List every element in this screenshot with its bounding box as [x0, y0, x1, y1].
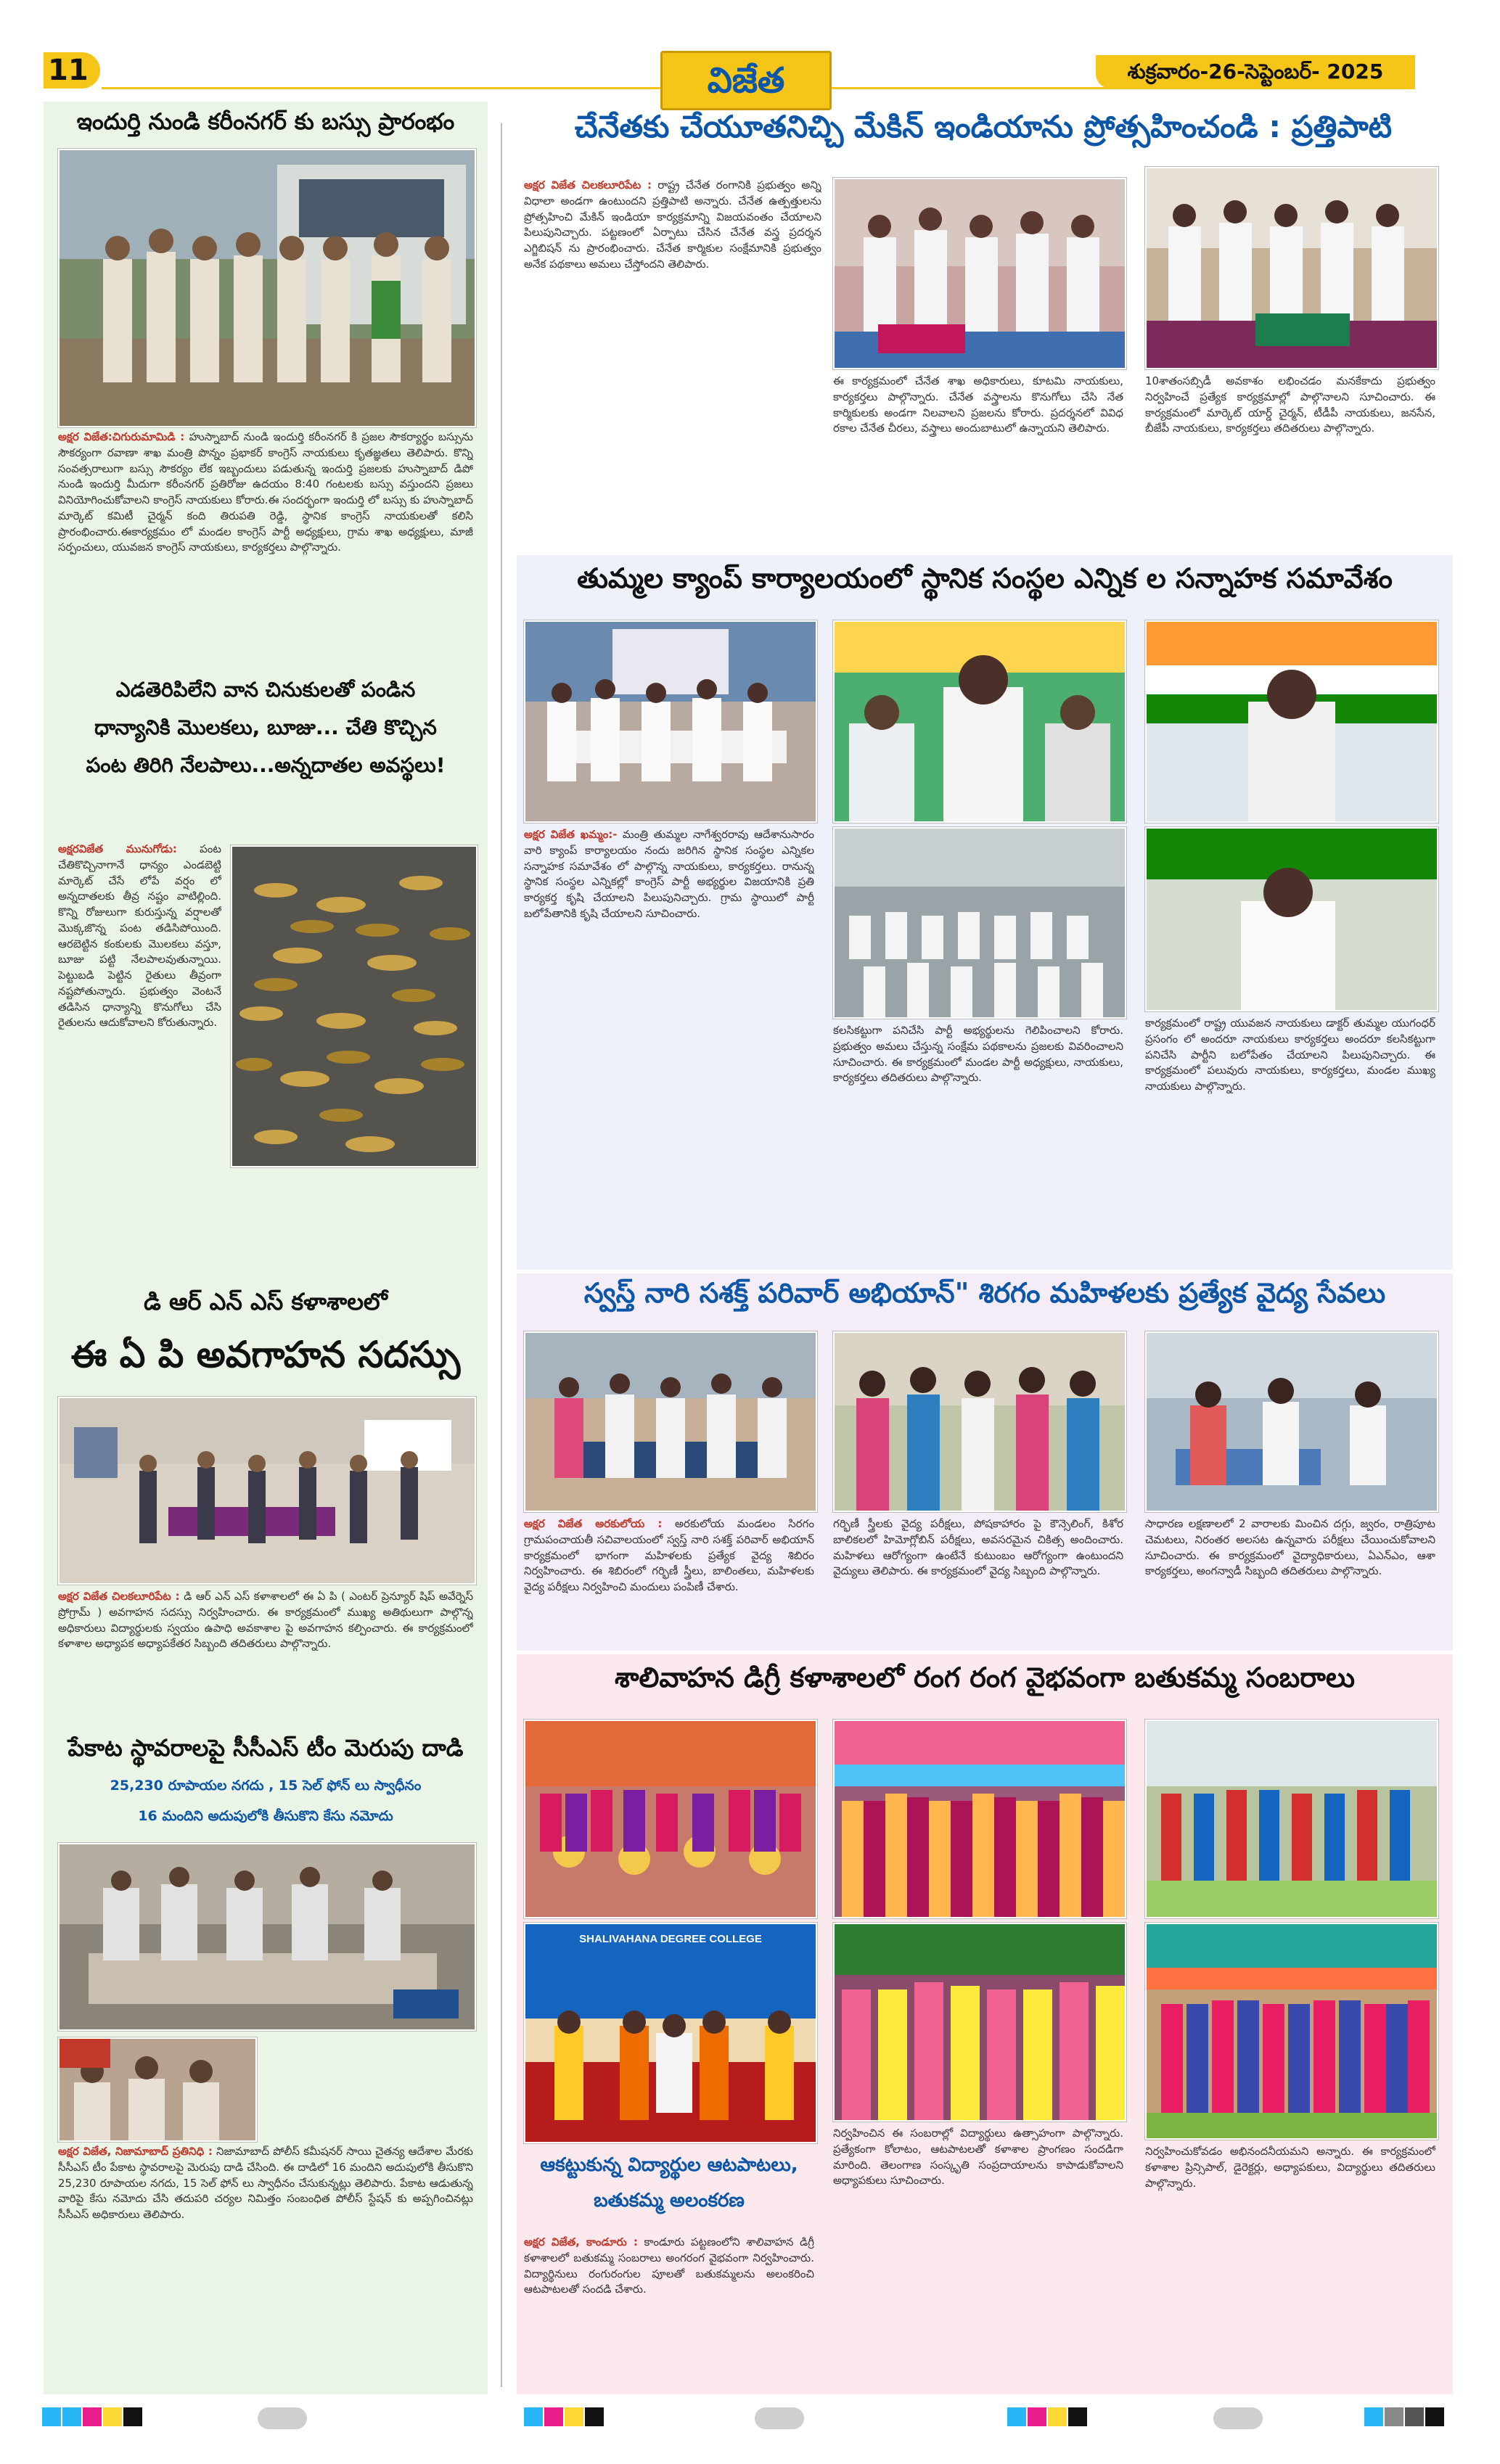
bathukamma-text-1: కాండూరు పట్టణంలోని శాలివాహన డిగ్రీ కళాశాలలో బతుకమ్మ సంబరాలు అంగరంగ వైభవంగా నిర్వహించారు. విద్యార్థినులు రంగురంగుల పూలతో బతుకమ్మలను అలంకరించి ఆటపాటలతో సందడి చేశారు.	[524, 2235, 814, 2296]
registration-marks-4	[1364, 2407, 1473, 2429]
story3-byline: అక్షర విజేత చిలకలూరిపేట :	[58, 1590, 180, 1603]
tummala-body-col1	[524, 827, 814, 1146]
swasth-text-1: అరకులోయ మండలం సిరగం గ్రామపంచాయతీ సచివాలయంలో స్వస్త్ నారి సశక్త్ పరివార్ అభియాన్ కార్యక్రమంలో భాగంగా మహిళలకు ప్రత్యేక వైద్య శిబిరం నిర్వహించారు. ఈ శిబిరంలో గర్భిణీ స్త్రీలు, బాలింతలు, మహిళలకు వైద్య పరీక్షలు నిర్వహించి మందులు పంపిణీ చేశారు.	[524, 1517, 814, 1593]
swasth-byline: అక్షర విజేత అరకులోయ :	[524, 1517, 663, 1530]
story2-headline	[51, 671, 480, 784]
tummala-body-col3	[1145, 1016, 1435, 1262]
handloom-text-1: రాష్ట్ర చేనేత రంగానికి ప్రభుత్వం అన్ని విధాలా అండగా ఉంటుందని ప్రత్తిపాటి అన్నారు. చేనేత ఉత్పత్తులను ప్రోత్సహించి మేకిన్ ఇండియా కార్యక్రమాన్ని విజయవంతం చేయాలని పిలుపునిచ్చారు. పట్టణంలో ఏర్పాటు చేసిన చేనేత వస్త్ర ప్రదర్శన ఎగ్జిబిషన్ ను ప్రారంభించారు. చేనేత కార్మికుల సంక్షేమానికి ప్రభుత్వం అనేక పథకాలు అమలు చేస్తోందని తెలిపారు.	[524, 178, 821, 271]
accused-photo	[58, 2037, 257, 2142]
story3-kicker: డి ఆర్ ఎన్ ఎస్ కళాశాలలో	[144, 1288, 388, 1315]
bathukamma-body-col2	[833, 2126, 1123, 2387]
bathukamma-text-3: నిర్వహించుకోవడం అభినందనీయమని అన్నారు. ఈ కార్యక్రమంలో కళాశాల ప్రిన్సిపాల్, డైరెక్టర్లు, అధ్యాపకులు, విద్యార్థులు తదితరులు పాల్గొన్నారు.	[1145, 2145, 1435, 2190]
handloom-byline: అక్షర విజేత చిలకలూరిపేట :	[524, 178, 652, 192]
swasth-body-col2	[833, 1516, 1123, 1643]
bathukamma-byline: అక్షర విజేత, కాండూరు :	[524, 2235, 638, 2249]
handloom-text-2: ఈ కార్యక్రమంలో చేనేత శాఖ అధికారులు, కూటమి నాయకులు, కార్యకర్తలు పాల్గొన్నారు. చేనేత వస్త్రాలను కొనుగోలు చేసి నేత కార్మికులకు అండగా నిలవాలని ప్రజలను కోరారు. ప్రదర్శనలో వివిధ రకాల చేనేత చీరలు, వస్త్రాలు అందుబాటులో ఉన్నాయని తెలిపారు.	[833, 374, 1123, 435]
bathukamma-caption-line-2: బతుకమ్మ అలంకరణ	[594, 2190, 745, 2212]
logo-text: విజేత	[707, 60, 785, 101]
bathukamma-headline: శాలివాహన డిగ్రీ కళాశాలలో రంగ రంగ వైభవంగా బతుకమ్మ సంబరాలు	[615, 1662, 1355, 1693]
registration-pill-3	[1213, 2407, 1263, 2429]
date-text: శుక్రవారం-26-సెప్టెంబర్- 2025	[1127, 59, 1384, 83]
tummala-text-2: కలసికట్టుగా పనిచేసి పార్టీ అభ్యర్థులను గెలిపించాలని కోరారు. ప్రభుత్వం అమలు చేస్తున్న సంక్షేమ పథకాలను ప్రజలకు వివరించాలని సూచించారు. ఈ కార్యక్రమంలో మండల పార్టీ అధ్యక్షులు, నాయకులు, కార్యకర్తలు తదితరులు పాల్గొన్నారు.	[833, 1024, 1123, 1085]
story1-text: హుస్నాబాద్ నుండి ఇందుర్తి కరీంనగర్ కి ప్రజల సౌకర్యార్థం బస్సును సౌకర్యంగా రవాణా శాఖ మంత్రి పొన్నం ప్రభాకర్ కాంగ్రెస్ నాయకులు కృతజ్ఞతలు తెలిపారు. కొన్ని సంవత్సరాలుగా బస్సు సౌకర్యం లేక ఇబ్బందులు పడుతున్న ఇందుర్తి ప్రజలకు హుస్నాబాద్ డిపో నుండి ఇందుర్తి మీదుగా కరీంనగర్ ప్రతిరోజు ఉదయం 8:40 గంటలకు బస్సు వస్తుందని ప్రజలు వినియోగించుకోవాలని కాంగ్రెస్ నాయకులు కోరారు.ఈ సందర్భంగా ఇందుర్తి లో బస్సు కు హుస్నాబాద్ మార్కెట్ కమిటీ చైర్మన్ కంది తిరుపతి రెడ్డి, స్థానిక కాంగ్రెస్ నాయకులతో కలిసి ప్రారంభించారు.ఈకార్యక్రమం లో మండల కాంగ్రెస్ పార్టీ అధ్యక్షులు, గ్రామ శాఖ అధ్యక్షులు, మాజీ సర్పంచులు, యువజన కాంగ్రెస్ నాయకులు, కార్యకర్తలు పాల్గొన్నారు.	[58, 430, 473, 554]
swasth-photo-1	[524, 1331, 817, 1512]
bathukamma-photo-5	[1145, 1923, 1438, 2140]
tummala-photo-audience	[833, 827, 1126, 1019]
story1-body	[58, 430, 473, 662]
story3-text: డి ఆర్ ఎన్ ఎస్ కళాశాలలో ఈ ఏ పి ( ఎంటర్ ప్రెన్యూర్ షిప్ అవేర్నెస్ ప్రోగ్రామ్ ) అవగాహన సదస్సు నిర్వహించారు. ఈ కార్యక్రమంలో ముఖ్య అతిథులుగా పాల్గొన్న అధికారులు విద్యార్థులకు స్వయం ఉపాధి అవకాశాల పై అవగాహన కల్పించారు. ఈ కార్యక్రమంలో కళాశాల అధ్యాపక అధ్యాపకేతర సిబ్బంది తదితరులు పాల్గొన్నారు.	[58, 1590, 473, 1651]
tummala-text-3: కార్యక్రమంలో రాష్ట్ర యువజన నాయకులు డాక్టర్ తుమ్మల యుగంధర్ ప్రసంగం లో అందరూ నాయకులు కార్యకర్తలు అందరూ కలసికట్టుగా పనిచేసి పార్టీని బలోపేతం చేయాలని పిలుపునిచ్చారు. ఈ కార్యక్రమంలో పలువురు నాయకులు, కార్యకర్తలు, మండల ముఖ్య నాయకులు పాల్గొన్నారు.	[1145, 1017, 1435, 1093]
raid-photo	[58, 1843, 476, 2031]
bathukamma-body-col3	[1145, 2144, 1435, 2387]
story4-text: నిజామాబాద్ పోలీస్ కమీషనర్ సాయి చైతన్య ఆదేశాల మేరకు సీసీఎస్ టీం పేకాట స్థావరాలపై మెరుపు దాడి చేసింది. ఈ దాడిలో 16 మందిని అదుపులోకి తీసుకొని 25,230 రూపాయల నగదు, 15 సెల్ ఫోన్ లు స్వాధీనం చేసుకున్నట్లు తెలిపారు. పేకాట ఆడుతున్న వారిపై కేసు నమోదు చేసి తదుపరి చర్యల నిమిత్తం సంబంధిత పోలీస్ స్టేషన్ కు అప్పగించినట్లు సీసీఎస్ అధికారులు తెలిపారు.	[58, 2145, 473, 2221]
swasth-photo-3	[1145, 1331, 1438, 1512]
swasth-text-3: సాధారణ లక్షణాలలో 2 వారాలకు మించిన దగ్గు, జ్వరం, రాత్రిపూట చెమటలు, నిరంతర అలసట ఉన్నవారు పరీక్షలు చేయించుకోవాలని సూచించారు. ఈ కార్యక్రమంలో వైద్యాధికారులు, ఏఎన్ఎం, ఆశా కార్యకర్తలు, అంగన్వాడీ సిబ్బంది తదితరులు పాల్గొన్నారు.	[1145, 1517, 1435, 1578]
handloom-photo-1	[833, 178, 1126, 369]
story2-headline-line-3: పంట తిరిగి నేలపాలు...అన్నదాతల అవస్థలు!	[86, 752, 446, 777]
story2-text: పంట చేతికొచ్చినాగానే ధాన్యం ఎండబెట్టి మార్కెట్ చేసే లోపే వర్షం లో అన్నదాతలకు తీవ్ర నష్టం వాటిల్లింది. కొన్ని రోజులుగా కురుస్తున్న వర్షాలతో మొక్కజొన్న పంట తడిసిపోయింది. ఆరబెట్టిన కంకులకు మొలకలు వస్తూ, బూజు పట్టి నేలపాలవుతున్నాయి. పెట్టుబడి పెట్టిన రైతులు తీవ్రంగా నష్టపోతున్నారు. ప్రభుత్వం వెంటనే తడిసిన ధాన్యాన్ని కొనుగోలు చేసి రైతులను ఆదుకోవాలని కోరుతున్నారు.	[58, 842, 221, 1030]
handloom-text-3: 10శాతంసబ్సిడీ అవకాశం లభించడం మనకేకాదు ప్రభుత్వం నిర్వహించే ప్రత్యేక కార్యక్రమాల్లో పాల్గొనాలని సూచించారు. ఈ కార్యక్రమంలో మార్కెట్ యార్డ్ చైర్మన్, టీడీపీ నాయకులు, జనసేన, బీజేపీ నాయకులు, కార్యకర్తలు తదితరులు పాల్గొన్నారు.	[1145, 374, 1435, 435]
bathukamma-photo-4	[833, 1923, 1126, 2122]
registration-marks-2	[524, 2407, 640, 2429]
story4-body	[58, 2144, 473, 2376]
bathukamma-caption	[524, 2148, 814, 2219]
registration-marks-1	[42, 2407, 158, 2429]
page-number: 11	[48, 54, 89, 87]
bathukamma-caption-line-1: ఆకట్టుకున్న విద్యార్థుల ఆటపాటలు,	[540, 2154, 798, 2176]
registration-pill-2	[755, 2407, 804, 2429]
column-divider	[501, 123, 502, 2387]
bathukamma-photo-1	[524, 1720, 817, 1918]
story3-body	[58, 1589, 473, 1720]
story1-byline: అక్షర విజేత:చిగురుమామిడి :	[58, 430, 185, 443]
bathukamma-photo-college	[524, 1923, 817, 2143]
logo	[660, 51, 832, 110]
story4-sub1: 25,230 రూపాయల నగదు , 15 సెల్ ఫోన్ లు స్వాధీనం	[110, 1778, 422, 1794]
tummala-headline: తుమ్మల క్యాంప్ కార్యాలయంలో స్థానిక సంస్థల ఎన్నిక ల సన్నాహక సమావేశం	[577, 562, 1393, 594]
swasth-headline: స్వస్త్ నారి సశక్త్ పరివార్ అభియాన్" శిరగం మహిళలకు ప్రత్యేక వైద్య సేవలు	[583, 1277, 1386, 1309]
wet-maize-photo	[231, 845, 478, 1167]
tummala-photo-speaker-3	[1145, 827, 1438, 1011]
tummala-text-1: మంత్రి తుమ్మల నాగేశ్వరరావు ఆదేశానుసారం వారి క్యాంప్ కార్యాలయం నందు జరిగిన స్థానిక సంస్థల ఎన్నికల సన్నాహక సమావేశం లో పాల్గొన్న నాయకులు, కార్యకర్తలు. రానున్న స్థానిక సంస్థల ఎన్నికల్లో కాంగ్రెస్ పార్టీ అభ్యర్థుల విజయానికి ప్రతి కార్యకర్త కృషి చేయాలని పిలుపునిచ్చారు. గ్రామ స్థాయిలో పార్టీ బలోపేతానికి కృషి చేయాలని సూచించారు.	[524, 828, 814, 920]
swasth-body-col3	[1145, 1516, 1435, 1643]
swasth-photo-2	[833, 1331, 1126, 1512]
eap-seminar-photo	[58, 1397, 476, 1585]
story2-byline: అక్షరవిజేత మునుగోడు:	[58, 842, 177, 855]
tummala-photo-meeting	[524, 620, 817, 823]
bathukamma-body-col1	[524, 2235, 814, 2387]
bus-launch-photo	[58, 149, 476, 427]
story1-headline: ఇందుర్తి నుండి కరీంనగర్ కు బస్సు ప్రారంభం	[76, 109, 455, 135]
story4-sub2: 16 మందిని అదుపులోకి తీసుకొని కేసు నమోదు	[138, 1808, 393, 1824]
handloom-body-col1	[524, 178, 821, 562]
story2-body-a	[58, 842, 221, 1219]
date-banner	[1096, 55, 1415, 89]
masthead	[0, 0, 1500, 109]
story4-byline: అక్షర విజేత, నిజామాబాద్ ప్రతినిధి :	[58, 2145, 213, 2158]
story3-headline: ఈ ఏ పి అవగాహన సదస్సు	[70, 1334, 461, 1376]
bathukamma-photo-3	[1145, 1720, 1438, 1918]
tummala-byline: అక్షర విజేత ఖమ్మం:-	[524, 828, 618, 841]
handloom-body-col2	[833, 374, 1123, 562]
swasth-text-2: గర్భిణీ స్త్రీలకు వైద్య పరీక్షలు, పోషకాహారం పై కౌన్సెలింగ్, కిశోర బాలికలలో హిమోగ్లోబిన్ పరీక్షలు, అవసరమైన చికిత్స అందించారు. మహిళలు ఆరోగ్యంగా ఉంటేనే కుటుంబం ఆరోగ్యంగా ఉంటుందని వైద్యులు తెలిపారు. ఈ కార్యక్రమంలో వైద్య సిబ్బంది పాల్గొన్నారు.	[833, 1517, 1123, 1578]
registration-pill-1	[258, 2407, 307, 2429]
story2-headline-line-1: ఎడతెరిపిలేని వాన చినుకులతో పండిన	[115, 678, 416, 702]
handloom-headline: చేనేతకు చేయూతనిచ్చి మేకిన్ ఇండియాను ప్రోత్సహించండి : ప్రత్తిపాటి	[574, 109, 1393, 144]
bathukamma-text-2: నిర్వహించిన ఈ సంబరాల్లో విద్యార్థులు ఉత్సాహంగా పాల్గొన్నారు. ప్రత్యేకంగా కోలాటం, ఆటపాటలతో కళాశాల ప్రాంగణం సందడిగా మారింది. తెలంగాణ సంస్కృతి సంప్రదాయాలను కాపాడుకోవాలని అధ్యాపకులు సూచించారు.	[833, 2127, 1123, 2188]
handloom-photo-2	[1145, 167, 1438, 369]
college-banner-text: SHALIVAHANA DEGREE COLLEGE	[579, 1933, 762, 1945]
tummala-photo-speaker-2	[1145, 620, 1438, 823]
story2-headline-line-2: ధాన్యానికి మొలకలు, బూజు... చేతి కొచ్చిన	[94, 715, 437, 739]
swasth-body-col1	[524, 1516, 814, 1643]
tummala-body-col2	[833, 1023, 1123, 1262]
bathukamma-photo-2	[833, 1720, 1126, 1918]
registration-marks-3	[1007, 2407, 1123, 2429]
handloom-body-col3	[1145, 374, 1435, 562]
tummala-photo-speaker-1	[833, 620, 1126, 823]
story4-headline: పేకాట స్థావరాలపై సీసీఎస్ టీం మెరుపు దాడి	[67, 1734, 464, 1762]
